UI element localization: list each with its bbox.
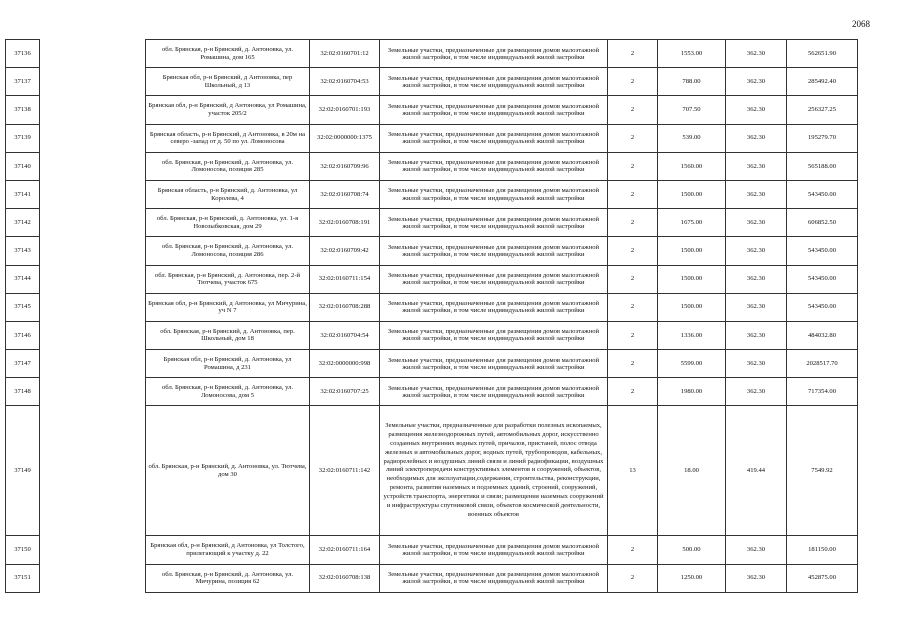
area-cell: 1675.00	[658, 209, 726, 237]
cadastral-value-cell: 543450.00	[787, 293, 858, 321]
table-row	[6, 536, 858, 564]
table-row	[6, 293, 858, 321]
record-id-cell: 37144	[6, 265, 40, 293]
cadastral-number-cell: 32:02:0160711:154	[310, 265, 380, 293]
spacer-cell	[40, 209, 146, 237]
specific-value-cell: 362.30	[726, 40, 787, 68]
land-use-cell: Земельные участки, предназначенные для размещения домов малоэтажной жилой застройки, в том числе индивидуальной жилой застройки	[380, 536, 608, 564]
land-use-cell: Земельные участки, предназначенные для размещения домов малоэтажной жилой застройки, в том числе индивидуальной жилой застройки	[380, 293, 608, 321]
cadastral-value-cell: 562651.90	[787, 40, 858, 68]
record-id-cell: 37136	[6, 40, 40, 68]
record-id-cell: 37145	[6, 293, 40, 321]
area-cell: 1500.00	[658, 180, 726, 208]
table-row	[6, 237, 858, 265]
cadastral-number-cell: 32:02:0160708:138	[310, 564, 380, 592]
specific-value-cell: 362.30	[726, 536, 787, 564]
cadastral-value-cell: 7549.92	[787, 406, 858, 536]
group-number-cell: 2	[608, 40, 658, 68]
group-number-cell: 2	[608, 152, 658, 180]
cadastral-value-cell: 543450.00	[787, 180, 858, 208]
cadastral-number-cell: 32:02:0160709:96	[310, 152, 380, 180]
record-id-cell: 37150	[6, 536, 40, 564]
land-use-cell: Земельные участки, предназначенные для размещения домов малоэтажной жилой застройки, в том числе индивидуальной жилой застройки	[380, 152, 608, 180]
specific-value-cell: 419.44	[726, 406, 787, 536]
table-body	[6, 40, 858, 593]
cadastral-number-cell: 32:02:0160708:191	[310, 209, 380, 237]
group-number-cell: 2	[608, 209, 658, 237]
group-number-cell: 13	[608, 406, 658, 536]
specific-value-cell: 362.30	[726, 96, 787, 124]
area-cell: 1500.00	[658, 293, 726, 321]
table-row	[6, 378, 858, 406]
spacer-cell	[40, 96, 146, 124]
specific-value-cell: 362.30	[726, 152, 787, 180]
table-row	[6, 209, 858, 237]
area-cell: 1980.00	[658, 378, 726, 406]
area-cell: 1500.00	[658, 265, 726, 293]
land-use-cell: Земельные участки, предназначенные для размещения домов малоэтажной жилой застройки, в том числе индивидуальной жилой застройки	[380, 209, 608, 237]
record-id-cell: 37148	[6, 378, 40, 406]
area-cell: 1553.00	[658, 40, 726, 68]
address-cell: обл. Брянская, р-н Брянский, д. Антоновка, ул. Ломоносова, дом 5	[146, 378, 310, 406]
group-number-cell: 2	[608, 564, 658, 592]
cadastral-value-cell: 256327.25	[787, 96, 858, 124]
group-number-cell: 2	[608, 265, 658, 293]
address-cell: Брянская обл, р-н Брянский, д. Антоновка, ул Ромашина, д 231	[146, 350, 310, 378]
cadastral-value-cell: 285492.40	[787, 68, 858, 96]
cadastral-value-cell: 543450.00	[787, 237, 858, 265]
land-use-cell: Земельные участки, предназначенные для размещения домов малоэтажной жилой застройки, в том числе индивидуальной жилой застройки	[380, 237, 608, 265]
spacer-cell	[40, 536, 146, 564]
table-row	[6, 180, 858, 208]
cadastral-value-cell: 181150.00	[787, 536, 858, 564]
address-cell: обл. Брянская, р-н Брянский, д. Антоновка, ул. 1-я Новозыбковская, дом 29	[146, 209, 310, 237]
specific-value-cell: 362.30	[726, 68, 787, 96]
specific-value-cell: 362.30	[726, 293, 787, 321]
spacer-cell	[40, 237, 146, 265]
specific-value-cell: 362.30	[726, 180, 787, 208]
spacer-cell	[40, 350, 146, 378]
table-row	[6, 406, 858, 536]
area-cell: 1250.00	[658, 564, 726, 592]
record-id-cell: 37141	[6, 180, 40, 208]
land-use-cell: Земельные участки, предназначенные для размещения домов малоэтажной жилой застройки, в том числе индивидуальной жилой застройки	[380, 350, 608, 378]
cadastral-number-cell: 32:02:0160704:54	[310, 321, 380, 349]
cadastral-value-cell: 484032.80	[787, 321, 858, 349]
group-number-cell: 2	[608, 350, 658, 378]
group-number-cell: 2	[608, 180, 658, 208]
record-id-cell: 37151	[6, 564, 40, 592]
cadastral-number-cell: 32:02:0160711:142	[310, 406, 380, 536]
address-cell: обл. Брянская, р-н Брянский, д. Антоновка, пер. 2-й Тютчева, участок 675	[146, 265, 310, 293]
group-number-cell: 2	[608, 321, 658, 349]
group-number-cell: 2	[608, 536, 658, 564]
cadastral-value-cell: 606852.50	[787, 209, 858, 237]
spacer-cell	[40, 293, 146, 321]
specific-value-cell: 362.30	[726, 378, 787, 406]
address-cell: Брянская область, р-н Брянский, д Антоновка, в 20м на северо -запад от д. 50 по ул. Ломоносова	[146, 124, 310, 152]
cadastral-value-cell: 452875.00	[787, 564, 858, 592]
table-row	[6, 265, 858, 293]
land-use-cell: Земельные участки, предназначенные для размещения домов малоэтажной жилой застройки, в том числе индивидуальной жилой застройки	[380, 180, 608, 208]
specific-value-cell: 362.30	[726, 124, 787, 152]
spacer-cell	[40, 124, 146, 152]
spacer-cell	[40, 321, 146, 349]
cadastral-value-cell: 2028517.70	[787, 350, 858, 378]
cadastral-value-cell: 195279.70	[787, 124, 858, 152]
specific-value-cell: 362.30	[726, 350, 787, 378]
specific-value-cell: 362.30	[726, 209, 787, 237]
group-number-cell: 2	[608, 237, 658, 265]
specific-value-cell: 362.30	[726, 321, 787, 349]
cadastral-number-cell: 32:02:0160704:53	[310, 68, 380, 96]
spacer-cell	[40, 406, 146, 536]
cadastral-value-cell: 543450.00	[787, 265, 858, 293]
area-cell: 500.00	[658, 536, 726, 564]
cadastral-number-cell: 32:02:0160711:164	[310, 536, 380, 564]
record-id-cell: 37149	[6, 406, 40, 536]
cadastral-value-cell: 565188.00	[787, 152, 858, 180]
address-cell: Брянская область, р-н Брянский, д. Антоновка, ул Королева, 4	[146, 180, 310, 208]
cadastral-number-cell: 32:02:0160708:288	[310, 293, 380, 321]
specific-value-cell: 362.30	[726, 265, 787, 293]
group-number-cell: 2	[608, 293, 658, 321]
area-cell: 788.00	[658, 68, 726, 96]
record-id-cell: 37147	[6, 350, 40, 378]
record-id-cell: 37137	[6, 68, 40, 96]
area-cell: 1336.00	[658, 321, 726, 349]
land-use-cell: Земельные участки, предназначенные для размещения домов малоэтажной жилой застройки, в том числе индивидуальной жилой застройки	[380, 68, 608, 96]
table-row	[6, 68, 858, 96]
table-row	[6, 321, 858, 349]
address-cell: обл. Брянская, р-н Брянский, д. Антоновка, ул. Тютчева, дом 30	[146, 406, 310, 536]
record-id-cell: 37142	[6, 209, 40, 237]
cadastral-number-cell: 32:02:0000000:998	[310, 350, 380, 378]
page-number: 2068	[852, 19, 870, 29]
table-row	[6, 40, 858, 68]
table-row	[6, 124, 858, 152]
table-row	[6, 350, 858, 378]
record-id-cell: 37139	[6, 124, 40, 152]
specific-value-cell: 362.30	[726, 564, 787, 592]
group-number-cell: 2	[608, 124, 658, 152]
spacer-cell	[40, 378, 146, 406]
land-use-cell: Земельные участки, предназначенные для размещения домов малоэтажной жилой застройки, в том числе индивидуальной жилой застройки	[380, 40, 608, 68]
spacer-cell	[40, 564, 146, 592]
table-row	[6, 564, 858, 592]
land-use-cell: Земельные участки, предназначенные для размещения домов малоэтажной жилой застройки, в том числе индивидуальной жилой застройки	[380, 96, 608, 124]
cadastral-number-cell: 32:02:0000000:1375	[310, 124, 380, 152]
group-number-cell: 2	[608, 378, 658, 406]
area-cell: 18.00	[658, 406, 726, 536]
area-cell: 707.50	[658, 96, 726, 124]
spacer-cell	[40, 40, 146, 68]
address-cell: обл. Брянская, р-н Брянский, д. Антоновка, ул. Мичурина, позиция 62	[146, 564, 310, 592]
address-cell: обл. Брянская, р-н Брянский, д. Антоновка, ул. Ломоносова, позиция 286	[146, 237, 310, 265]
land-use-cell: Земельные участки, предназначенные для размещения домов малоэтажной жилой застройки, в том числе индивидуальной жилой застройки	[380, 124, 608, 152]
address-cell: Брянская обл, р-н Брянский, д Антоновка, ул Мичурина, уч N 7	[146, 293, 310, 321]
cadastral-number-cell: 32:02:0160707:25	[310, 378, 380, 406]
area-cell: 539.00	[658, 124, 726, 152]
spacer-cell	[40, 68, 146, 96]
land-use-cell: Земельные участки, предназначенные для размещения домов малоэтажной жилой застройки, в том числе индивидуальной жилой застройки	[380, 378, 608, 406]
table-row	[6, 152, 858, 180]
cadastral-number-cell: 32:02:0160709:42	[310, 237, 380, 265]
land-use-cell: Земельные участки, предназначенные для разработки полезных ископаемых, размещения железнодорожных путей, автомобильных дорог, искусственно созданных внутренних водных путей, причалов, пристаней, полос отвода железных и автомобильных дорог, водных путей, трубопроводов, кабельных, радиорелейных и воздушных линий связи и линий радиофикации, воздушных линий электропередачи конструктивных элементов и сооружений, объектов, необходимых для эксплуатации,содержания, строительства, реконструкции, ремонта, развития наземных и подземных зданий, строений, сооружений, устройств транспорта, энергетики и связи; размещения наземных сооружений и инфраструктуры спутниковой связи, объектов космической деятельности, военных объектов	[380, 406, 608, 536]
address-cell: обл. Брянская, р-н Брянский, д. Антоновка, ул. Ломоносова, позиция 285	[146, 152, 310, 180]
spacer-cell	[40, 265, 146, 293]
cadastral-value-table	[5, 39, 858, 593]
table-row	[6, 96, 858, 124]
area-cell: 1500.00	[658, 237, 726, 265]
record-id-cell: 37143	[6, 237, 40, 265]
address-cell: обл. Брянская, р-н Брянский, д. Антоновка, пер. Школьный, дом 18	[146, 321, 310, 349]
land-use-cell: Земельные участки, предназначенные для размещения домов малоэтажной жилой застройки, в том числе индивидуальной жилой застройки	[380, 265, 608, 293]
area-cell: 5599.00	[658, 350, 726, 378]
record-id-cell: 37140	[6, 152, 40, 180]
record-id-cell: 37146	[6, 321, 40, 349]
specific-value-cell: 362.30	[726, 237, 787, 265]
address-cell: Брянская обл, р-н Брянский, д Антоновка, ул Ромашина, участок 205/2	[146, 96, 310, 124]
address-cell: обл. Брянская, р-н Брянский, д. Антоновка, ул. Ромашина, дом 165	[146, 40, 310, 68]
spacer-cell	[40, 152, 146, 180]
cadastral-number-cell: 32:02:0160708:74	[310, 180, 380, 208]
area-cell: 1560.00	[658, 152, 726, 180]
group-number-cell: 2	[608, 68, 658, 96]
spacer-cell	[40, 180, 146, 208]
cadastral-value-cell: 717354.00	[787, 378, 858, 406]
group-number-cell: 2	[608, 96, 658, 124]
address-cell: Брянская обл, р-н Брянский, д Антоновка, ул Толстого, прилегающий к участку д. 22	[146, 536, 310, 564]
cadastral-number-cell: 32:02:0160701:193	[310, 96, 380, 124]
address-cell: Брянская обл, р-н Брянский, д Антоновка, пер Школьный, д 13	[146, 68, 310, 96]
land-use-cell: Земельные участки, предназначенные для размещения домов малоэтажной жилой застройки, в том числе индивидуальной жилой застройки	[380, 321, 608, 349]
land-use-cell: Земельные участки, предназначенные для размещения домов малоэтажной жилой застройки, в том числе индивидуальной жилой застройки	[380, 564, 608, 592]
record-id-cell: 37138	[6, 96, 40, 124]
cadastral-number-cell: 32:02:0160701:12	[310, 40, 380, 68]
